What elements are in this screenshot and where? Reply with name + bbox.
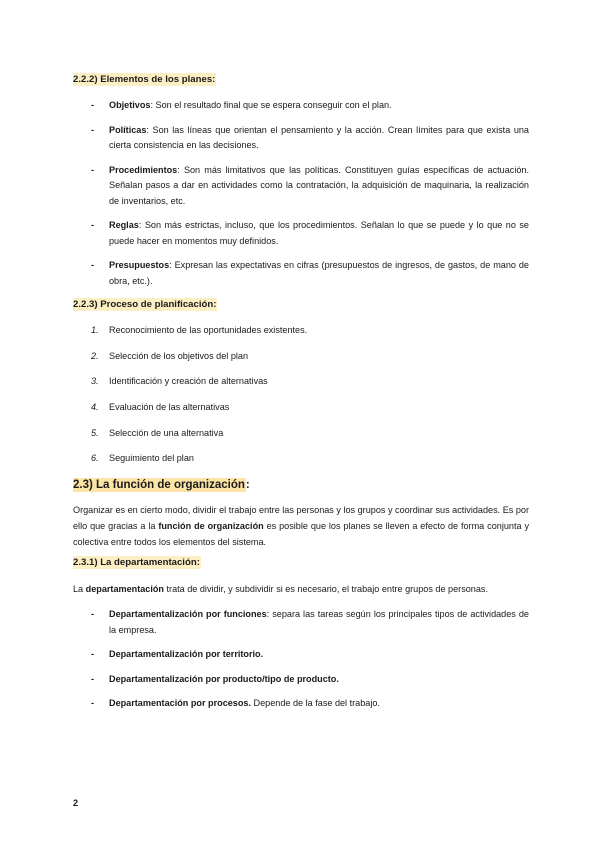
item-term: Procedimientos: [109, 164, 178, 175]
list-item: - Objetivos: Son el resultado final que se espera conseguir con el plan.: [73, 98, 529, 114]
step-text: Evaluación de las alternativas: [109, 402, 230, 413]
item-term: Objetivos: [109, 100, 151, 110]
item-text: Son el resultado final que se espera conseguir con el plan.: [155, 100, 392, 110]
item-term: Departamentalización por producto/tipo de producto.: [109, 673, 339, 684]
step-item: [73, 426, 529, 440]
page-number: 2: [73, 798, 79, 808]
list-item: [73, 647, 529, 663]
dash-marker: -: [91, 673, 95, 684]
list-item: - Políticas: Son las líneas que orientan el pensamiento y la acción. Crean límites para que exista una cierta consistencia en las decisiones.: [91, 124, 529, 150]
step-item: [73, 323, 529, 337]
dash-marker: -: [91, 260, 95, 270]
list-item: - Procedimientos: Son más limitativos que las políticas. Constituyen guías específicas de actuación. Señalan pasos a dar en actividades como la contratación, la adquisición de maquinaria, la realización de inventarios, etc.: [91, 164, 529, 206]
step-text: Selección de los objetivos del plan: [109, 350, 249, 361]
step-number: 2.: [91, 350, 99, 361]
paragraph-organizacion: Organizar es en cierto modo, dividir el trabajo entre las personas y los grupos y coordinar sus actividades. Es por ello que gracias a la función de organización es posible que los planes se lleven a efecto de forma conjunta y colectiva entre todos los elementos del sistema.: [73, 505, 529, 548]
item-text: separa las tareas según los principales tipos de actividades de la empresa.: [109, 609, 529, 635]
item-text: Expresan las expectativas en cifras (presupuestos de ingresos, de gastos, de mano de obra, etc.).: [109, 260, 529, 286]
item-term: Políticas: [109, 124, 147, 135]
list-item: - Presupuestos: Expresan las expectativas en cifras (presupuestos de ingresos, de gastos, de mano de obra, etc.).: [91, 260, 529, 286]
proceso-steps-list: [73, 323, 529, 465]
step-number: 3.: [91, 376, 99, 387]
page-content: [73, 73, 529, 721]
item-text: Son más estrictas, incluso, que los procedimientos. Señalan lo que se puede y lo que no se puede hacer en momentos muy definidos.: [109, 220, 529, 246]
item-text: Son las líneas que orientan el pensamiento y la acción. Crean límites para que exista una cierta consistencia en las decisiones.: [109, 124, 529, 150]
list-item: [73, 672, 529, 688]
list-item: - Reglas: Son más estrictas, incluso, que los procedimientos. Señalan lo que se puede y lo que no se puede hacer en momentos muy definidos.: [91, 220, 529, 246]
step-item: [73, 349, 529, 363]
departamentacion-list: [73, 607, 529, 712]
step-text: Reconocimiento de las oportunidades existentes.: [109, 325, 308, 335]
step-text: Selección de una alternativa: [109, 427, 224, 438]
heading-funcion-organizacion: 2.3) La función de organización:: [73, 479, 250, 492]
item-term: Departamentalización por funciones: [109, 609, 267, 620]
bold-term: función de organización: [158, 521, 264, 532]
dash-marker: -: [91, 124, 95, 135]
step-item: [73, 400, 529, 414]
elementos-list: [73, 98, 529, 289]
step-number: 6.: [91, 453, 99, 464]
item-text: Son más limitativos que las políticas. Constituyen guías específicas de actuación. Señalan pasos a dar en actividades como la contratación, la adquisición de maquinaria, la realización de inventarios, etc.: [109, 164, 529, 206]
paragraph-departamentacion: La departamentación trata de dividir, y subdividir si es necesario, el trabajo entre grupos de personas.: [73, 584, 488, 595]
dash-marker: -: [91, 220, 95, 230]
step-number: 5.: [91, 427, 99, 438]
item-term: Departamentación por procesos.: [109, 698, 252, 709]
step-number: 1.: [91, 325, 99, 335]
heading-proceso-planificacion: 2.2.3) Proceso de planificación:: [73, 299, 217, 310]
dash-marker: -: [91, 698, 95, 709]
item-term: Departamentalización por territorio.: [109, 649, 264, 660]
dash-marker: -: [91, 649, 95, 660]
dash-marker: -: [91, 100, 95, 110]
bold-term: departamentación: [85, 584, 164, 595]
item-text: Depende de la fase del trabajo.: [253, 698, 380, 709]
list-item: [73, 696, 529, 712]
dash-marker: -: [91, 609, 95, 620]
list-item: - Departamentalización por funciones: separa las tareas según los principales tipos de actividades de la empresa.: [91, 609, 529, 635]
step-text: Seguimiento del plan: [109, 453, 194, 464]
step-item: [73, 374, 529, 388]
dash-marker: -: [91, 164, 95, 175]
heading-elementos-planes: 2.2.2) Elementos de los planes:: [73, 74, 216, 85]
item-term: Reglas: [109, 220, 139, 230]
step-number: 4.: [91, 402, 99, 413]
step-text: Identificación y creación de alternativas: [109, 376, 268, 387]
item-term: Presupuestos: [109, 260, 170, 270]
step-item: [73, 451, 529, 465]
heading-departamentacion: 2.3.1) La departamentación:: [73, 557, 200, 569]
